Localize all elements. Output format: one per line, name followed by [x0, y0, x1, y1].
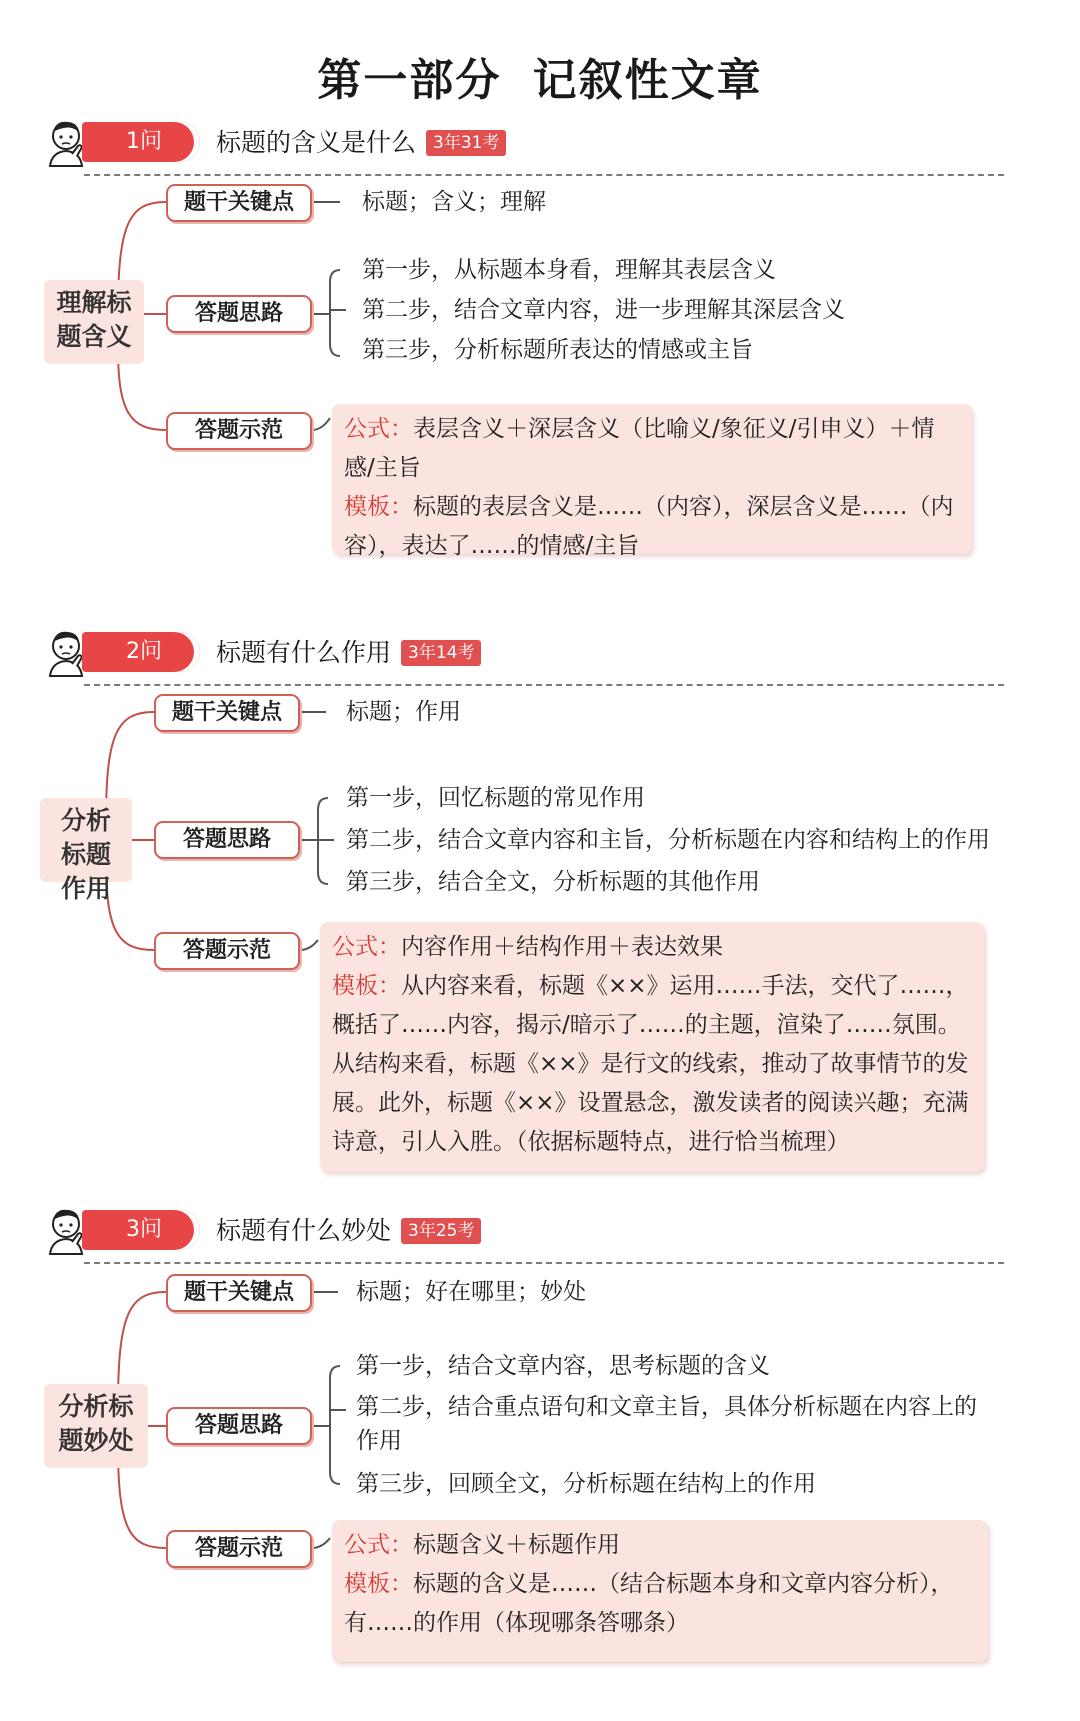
question-text: 标题有什么作用 [216, 638, 392, 667]
key-points-node: 题干关键点 [154, 694, 300, 732]
answer-example-box [332, 404, 972, 559]
question-text: 标题的含义是什么 [216, 128, 417, 157]
section-2 [0, 622, 1080, 1192]
template-label: 模板： [344, 1571, 413, 1597]
exam-frequency-tag: 3年31考 [426, 130, 506, 156]
step-3: 第三步，结合全文，分析标题的其他作用 [346, 869, 760, 895]
step-3: 第三步，回顾全文，分析标题在结构上的作用 [356, 1471, 816, 1497]
question-number-badge: 2问 [82, 632, 200, 672]
formula-label: 公式： [344, 416, 413, 442]
step-1: 第一步，从标题本身看，理解其表层含义 [362, 257, 776, 283]
formula-text: 表层含义＋深层含义（比喻义/象征义/引申义）＋情感/主旨 [344, 416, 935, 481]
root-node: 理解标题含义 [44, 280, 144, 364]
question-number-badge: 3问 [82, 1210, 200, 1250]
question-text: 标题有什么妙处 [216, 1216, 392, 1245]
section-1 [0, 112, 1080, 572]
template-text: 标题的表层含义是……（内容），深层含义是……（内容），表达了……的情感/主旨 [344, 494, 954, 559]
page-title: 第一部分 记叙性文章 [317, 55, 763, 106]
formula-text: 标题含义＋标题作用 [413, 1532, 620, 1558]
question-number-badge: 1问 [82, 122, 200, 162]
step-1: 第一步，回忆标题的常见作用 [346, 785, 645, 811]
exam-frequency-tag: 3年25考 [401, 1218, 481, 1244]
key-points-node: 题干关键点 [166, 1274, 312, 1312]
exam-frequency-tag: 3年14考 [401, 640, 481, 666]
formula-label: 公式： [344, 1532, 413, 1558]
step-2: 第二步，结合文章内容和主旨，分析标题在内容和结构上的作用 [346, 827, 990, 853]
step-2: 第二步，结合重点语句和文章主旨，具体分析标题在内容上的作用 [356, 1394, 977, 1454]
template-text: 从内容来看，标题《××》运用……手法，交代了……，概括了……内容，揭示/暗示了……的主题，渲染了……氛围。从结构来看，标题《××》是行文的线索，推动了故事情节的发展。此外，标题《××》设置悬念，激发读者的阅读兴趣；充满诗意，引人入胜。（依据标题特点，进行恰当梳理） [332, 973, 969, 1155]
step-2: 第二步，结合文章内容，进一步理解其深层含义 [362, 297, 845, 323]
formula-text: 内容作用＋结构作用＋表达效果 [401, 934, 723, 960]
key-points-text: 标题；含义；理解 [362, 189, 546, 215]
formula-label: 公式： [332, 934, 401, 960]
root-node: 分析标题妙处 [44, 1384, 148, 1468]
root-node: 分析标题作用 [40, 798, 132, 882]
answer-example-box [332, 1520, 988, 1662]
template-text: 标题的含义是……（结合标题本身和文章内容分析），有……的作用（体现哪条答哪条） [344, 1571, 954, 1636]
key-points-node: 题干关键点 [166, 184, 312, 222]
answer-steps-node: 答题思路 [154, 821, 300, 859]
template-label: 模板： [344, 494, 413, 520]
step-1: 第一步，结合文章内容，思考标题的含义 [356, 1353, 770, 1379]
answer-example-node: 答题示范 [154, 932, 300, 970]
key-points-text: 标题；好在哪里；妙处 [356, 1279, 586, 1305]
template-label: 模板： [332, 973, 401, 999]
answer-example-box [320, 922, 984, 1172]
section-3 [0, 1200, 1080, 1710]
key-points-text: 标题；作用 [346, 699, 461, 725]
step-3: 第三步，分析标题所表达的情感或主旨 [362, 337, 753, 363]
answer-example-node: 答题示范 [166, 1530, 312, 1568]
answer-steps-node: 答题思路 [166, 1407, 312, 1445]
answer-steps-node: 答题思路 [166, 295, 312, 333]
answer-example-node: 答题示范 [166, 412, 312, 450]
